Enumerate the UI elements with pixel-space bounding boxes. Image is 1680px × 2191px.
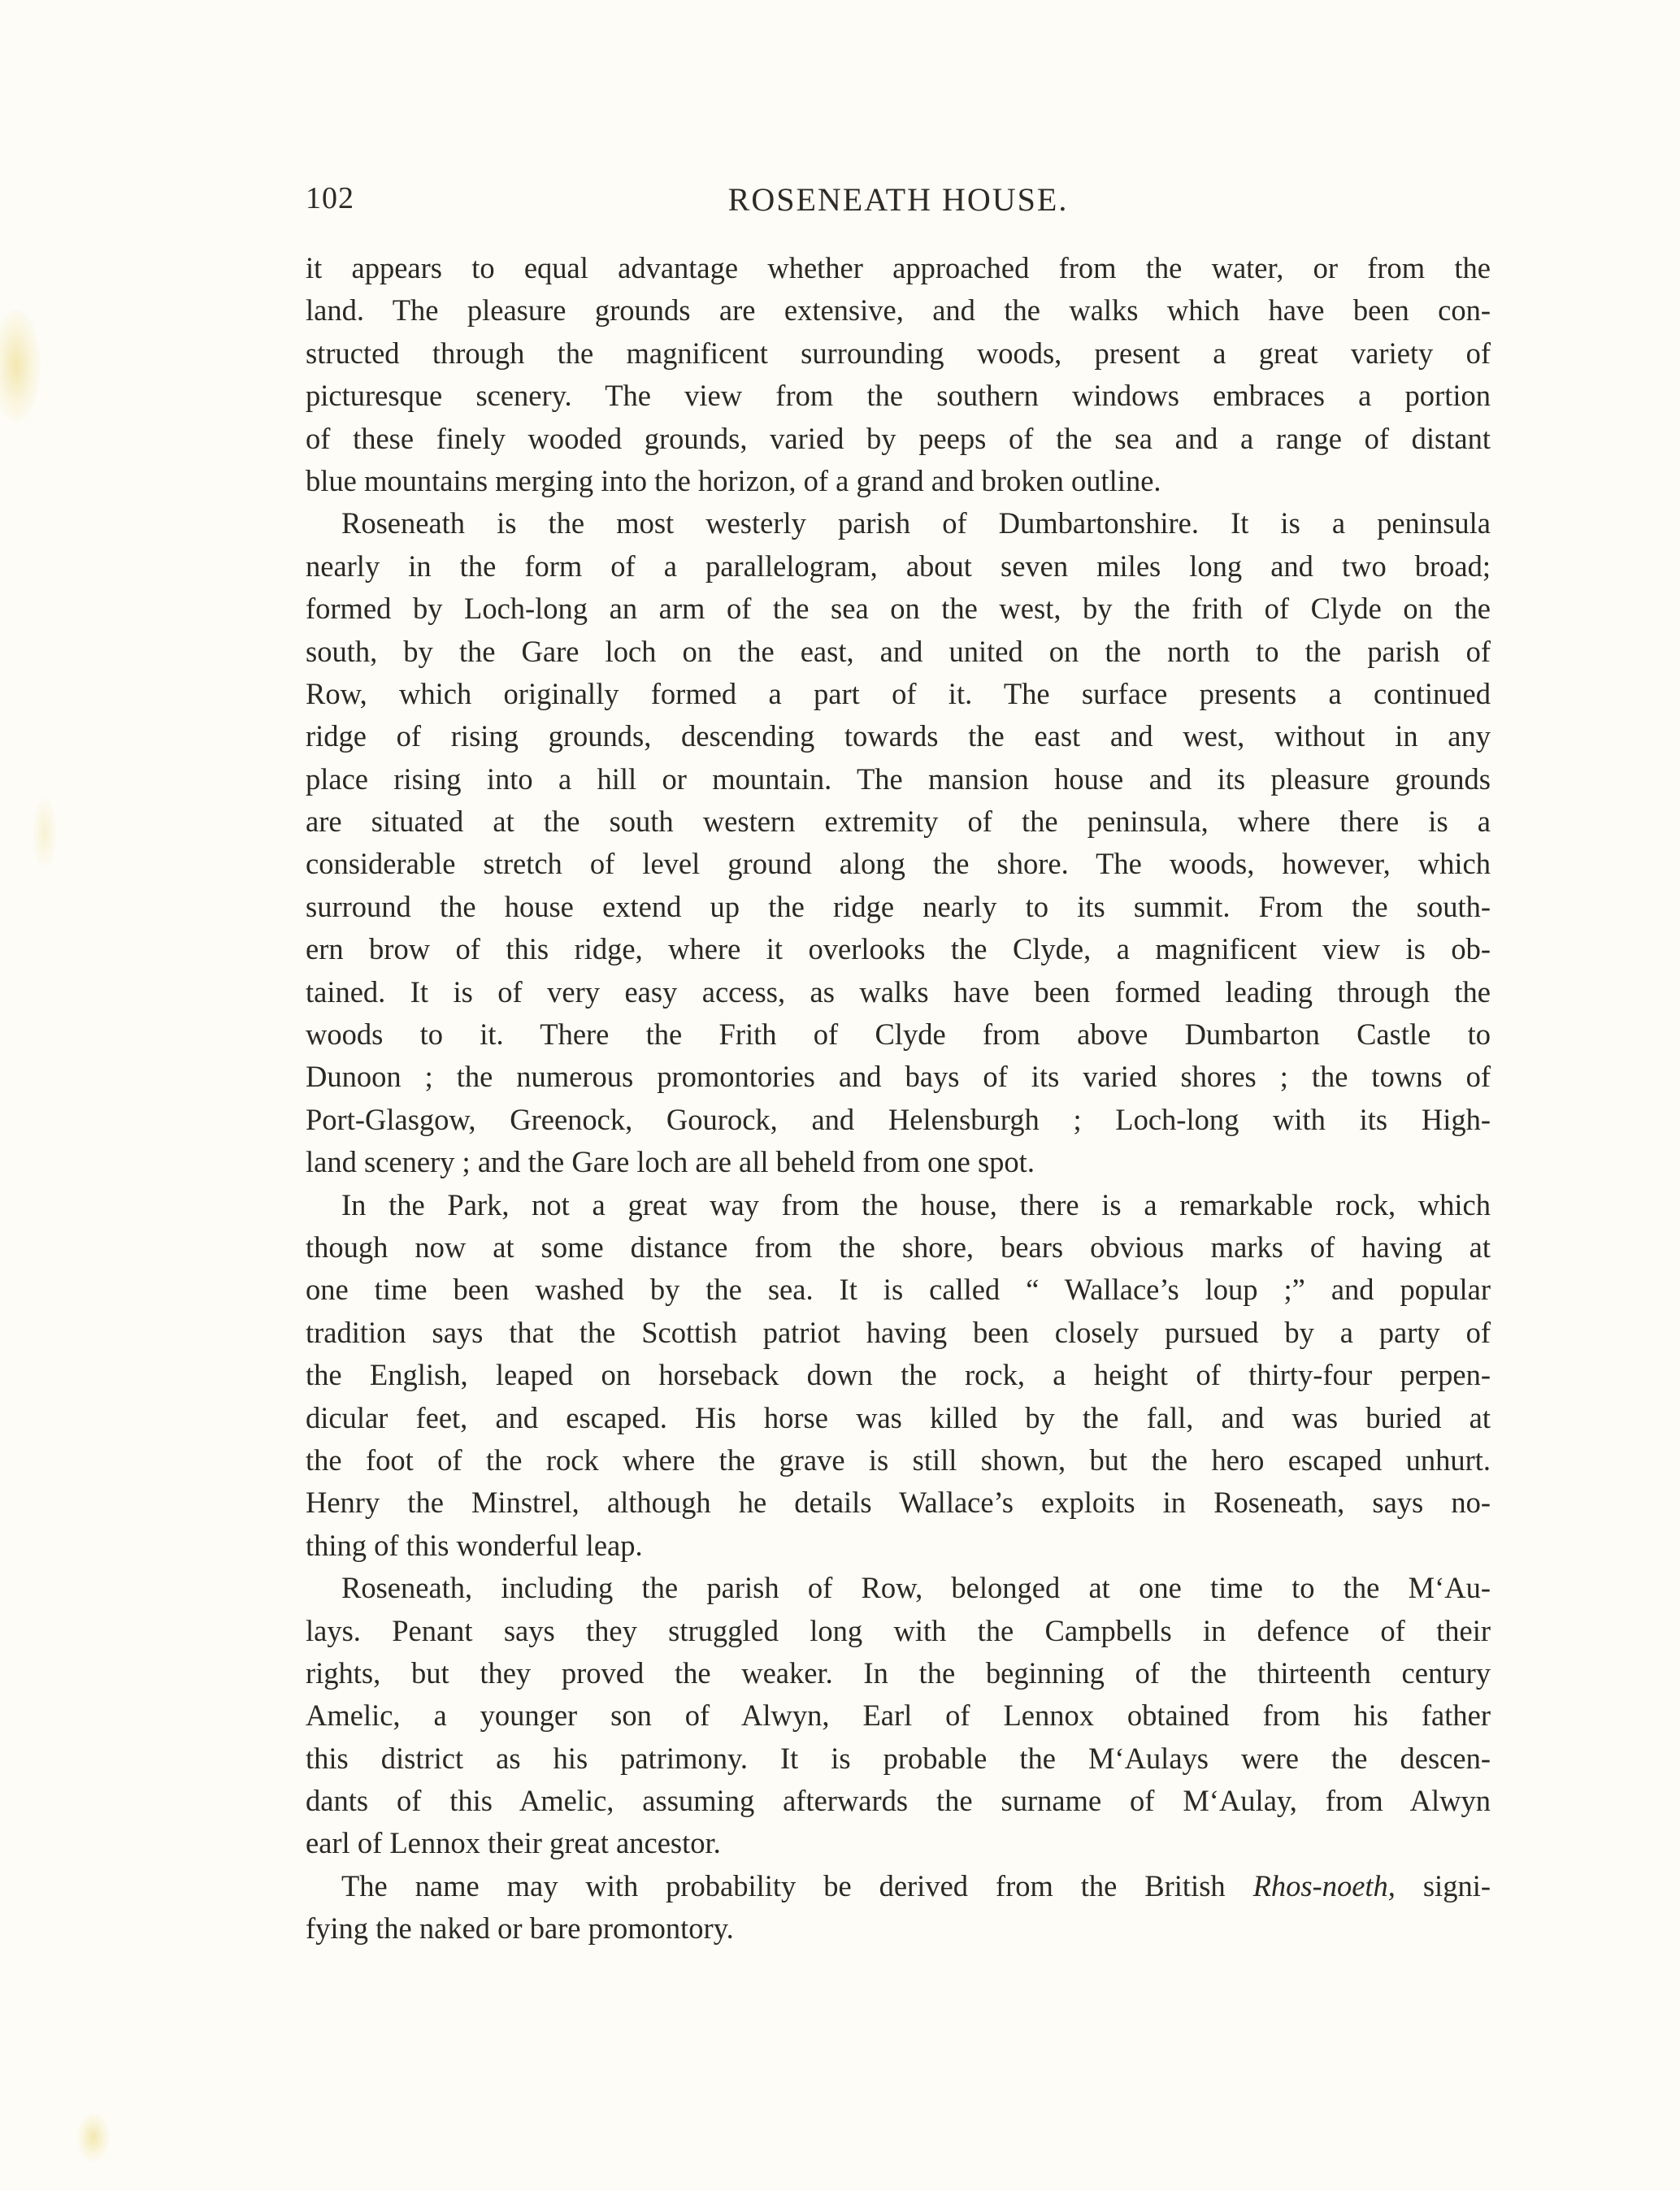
text-line: one time been washed by the sea. It is called “ Wallace’s loup ;” and popular (306, 1273, 1491, 1307)
text-line: surround the house extend up the ridge nearly to its summit. From the south- (306, 889, 1491, 923)
text-line: blue mountains merging into the horizon, of a grand and broken outline. (306, 463, 1161, 497)
text-line: Roseneath, including the parish of Row, belonged at one time to the M‘Au- (341, 1571, 1491, 1605)
running-title: ROSENEATH HOUSE. (727, 181, 1069, 218)
text-line: Amelic, a younger son of Alwyn, Earl of Lennox obtained from his father (306, 1699, 1491, 1733)
text-line: place rising into a hill or mountain. The mansion house and its pleasure grounds (306, 761, 1491, 796)
text-line: thing of this wonderful leap. (306, 1528, 643, 1562)
text-line: woods to it. There the Frith of Clyde from above Dumbarton Castle to (306, 1017, 1491, 1052)
text-run: signi- (1422, 1868, 1491, 1902)
text-line: formed by Loch-long an arm of the sea on the west, by the frith of Clyde on the (306, 592, 1491, 626)
paragraph (306, 1184, 1491, 1568)
text-line: Port-Glasgow, Greenock, Gourock, and Helensburgh ; Loch-long with its High- (306, 1102, 1491, 1136)
text-line: In the Park, not a great way from the house, there is a remarkable rock, which (341, 1187, 1491, 1221)
text-line: fying the naked or bare promontory. (306, 1911, 734, 1946)
text-line: land scenery ; and the Gare loch are all beheld from one spot. (306, 1145, 1035, 1179)
text-line: Row, which originally formed a part of it. The surface presents a continued (306, 676, 1491, 710)
text-line: tradition says that the Scottish patriot having been closely pursued by a party of (306, 1315, 1491, 1349)
text-run: The name may with probability be derived from the British (341, 1868, 1226, 1902)
paper-stain (33, 796, 57, 870)
text-line: it appears to equal advantage whether approached from the water, or from the (306, 251, 1491, 284)
paragraph (306, 502, 1491, 1183)
paragraph (306, 247, 1491, 502)
paper-stain (77, 2113, 110, 2162)
text-line: ern brow of this ridge, where it overlooks the Clyde, a magnificent view is ob- (306, 932, 1491, 966)
text-line: Dunoon ; the numerous promontories and bays of its varied shores ; the towns of (306, 1060, 1491, 1094)
text-line: Roseneath is the most westerly parish of Dumbartonshire. It is a peninsula (341, 506, 1491, 540)
text-line (306, 1865, 1491, 1907)
paper-stain (0, 309, 41, 423)
paragraph (306, 1865, 1491, 1950)
text-line: considerable stretch of level ground along the shore. The woods, however, which (306, 847, 1491, 881)
text-line: the English, leaped on horseback down the rock, a height of thirty-four perpen- (306, 1358, 1491, 1392)
text-line: this district as his patrimony. It is probable the M‘Aulays were the descen- (306, 1741, 1491, 1775)
text-line: south, by the Gare loch on the east, and united on the north to the parish of (306, 634, 1491, 668)
text-line: tained. It is of very easy access, as walks have been formed leading through the (306, 974, 1491, 1009)
text-line: lays. Penant says they struggled long with the Campbells in defence of their (306, 1613, 1491, 1647)
text-line: the foot of the rock where the grave is still shown, but the hero escaped unhurt. (306, 1443, 1491, 1477)
text-line: land. The pleasure grounds are extensive, and the walks which have been con- (306, 293, 1491, 328)
text-line: dicular feet, and escaped. His horse was killed by the fall, and was buried at (306, 1400, 1491, 1434)
text-line: nearly in the form of a parallelogram, about seven miles long and two broad; (306, 549, 1491, 583)
italic-term: Rhos-noeth, (1252, 1868, 1396, 1902)
text-line: earl of Lennox their great ancestor. (306, 1826, 721, 1860)
text-line: ridge of rising grounds, descending towards the east and west, without in any (306, 719, 1491, 753)
text-line: Henry the Minstrel, although he details Wallace’s exploits in Roseneath, says no- (306, 1486, 1491, 1520)
text-line: dants of this Amelic, assuming afterwards the surname of M‘Aulay, from Alwyn (306, 1784, 1491, 1818)
body-text (306, 247, 1491, 1950)
paragraph (306, 1567, 1491, 1865)
text-line: are situated at the south western extremity of the peninsula, where there is a (306, 805, 1491, 839)
text-line: of these finely wooded grounds, varied by peeps of the sea and a range of distant (306, 421, 1491, 455)
text-line: though now at some distance from the shore, bears obvious marks of having at (306, 1230, 1491, 1264)
text-line: picturesque scenery. The view from the southern windows embraces a portion (306, 379, 1491, 413)
page-number: 102 (306, 181, 354, 215)
text-line: rights, but they proved the weaker. In the beginning of the thirteenth century (306, 1655, 1491, 1690)
page-header (306, 180, 1491, 229)
text-line: structed through the magnificent surrounding woods, present a great variety of (306, 336, 1491, 370)
